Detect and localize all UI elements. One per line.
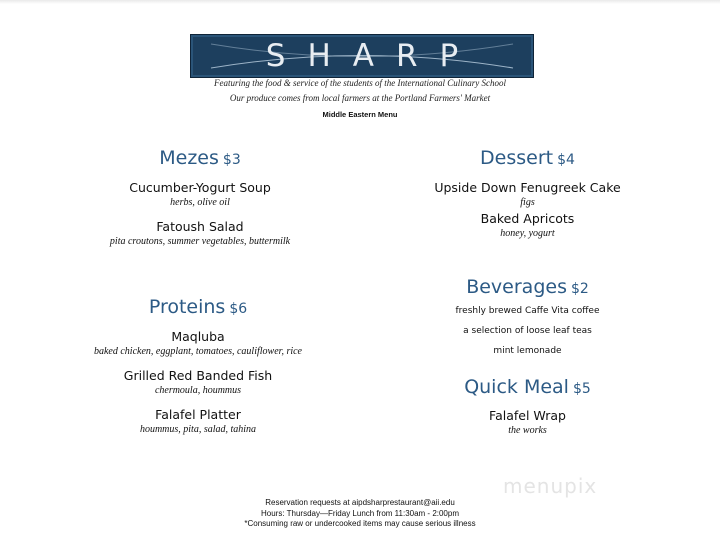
menu-title: Middle Eastern Menu <box>322 110 398 119</box>
footer-reservations: Reservation requests at aipdsharprestaurant@aii.edu <box>265 498 455 507</box>
section-price: $5 <box>572 381 591 397</box>
menu-item-name: Falafel Wrap <box>489 408 566 423</box>
menu-item-desc: herbs, olive oil <box>170 197 230 208</box>
tagline-produce: Our produce comes from local farmers at the Portland Farmers' Market <box>229 93 491 103</box>
menu-item-desc: chermoula, hoummus <box>154 385 242 396</box>
menu-item-name: Upside Down Fenugreek Cake <box>434 180 621 195</box>
menu-item-name: Maqluba <box>171 329 225 344</box>
menu-item-desc: the works <box>508 425 547 436</box>
menu-item-name: Fatoush Salad <box>156 219 244 234</box>
menu-item-desc: pita croutons, summer vegetables, buttermilk <box>109 236 291 247</box>
menu-item-desc: figs <box>520 197 535 208</box>
beverage-item: a selection of loose leaf teas <box>463 326 592 336</box>
watermark-logo: menupix <box>503 474 598 498</box>
footer-hours: Hours: Thursday—Friday Lunch from 11:30am - 2:00pm <box>260 509 459 518</box>
section-title <box>50 147 350 171</box>
beverage-item: freshly brewed Caffe Vita coffee <box>455 306 600 316</box>
section-title <box>400 147 655 171</box>
section-title-text: Mezes <box>159 147 219 169</box>
menu-item-name: Falafel Platter <box>155 407 241 422</box>
section-dessert <box>400 147 655 241</box>
section-title-text: Beverages <box>466 276 567 298</box>
section-title <box>40 296 356 320</box>
menu-item-desc: honey, yogurt <box>500 228 555 239</box>
section-title <box>400 276 655 300</box>
section-price: $4 <box>557 152 575 168</box>
section-mezes <box>50 147 350 249</box>
footer-disclaimer: *Consuming raw or undercooked items may cause serious illness <box>244 519 476 528</box>
tagline-students: Featuring the food & service of the students of the International Culinary School <box>214 78 506 88</box>
section-price: $6 <box>229 301 248 317</box>
section-proteins <box>40 296 356 437</box>
section-title-text: Proteins <box>148 296 226 318</box>
menu-item-desc: hoummus, pita, salad, tahina <box>139 424 257 435</box>
menu-item-name: Baked Apricots <box>480 211 575 226</box>
menu-item-desc: baked chicken, eggplant, tomatoes, cauliflower, rice <box>93 346 302 357</box>
menu-item-name: Cucumber-Yogurt Soup <box>129 180 271 195</box>
section-quick-meal <box>400 376 655 438</box>
section-title <box>400 376 655 400</box>
section-price: $3 <box>222 152 241 168</box>
logo-banner <box>190 34 534 78</box>
section-title-text: Dessert <box>480 147 554 169</box>
section-price: $2 <box>570 281 589 297</box>
logo-text: SHARP <box>265 38 481 74</box>
beverage-item: mint lemonade <box>493 346 562 356</box>
section-title-text: Quick Meal <box>464 376 569 398</box>
section-beverages <box>400 276 655 357</box>
menu-item-name: Grilled Red Banded Fish <box>123 368 273 383</box>
top-edge <box>0 0 720 4</box>
